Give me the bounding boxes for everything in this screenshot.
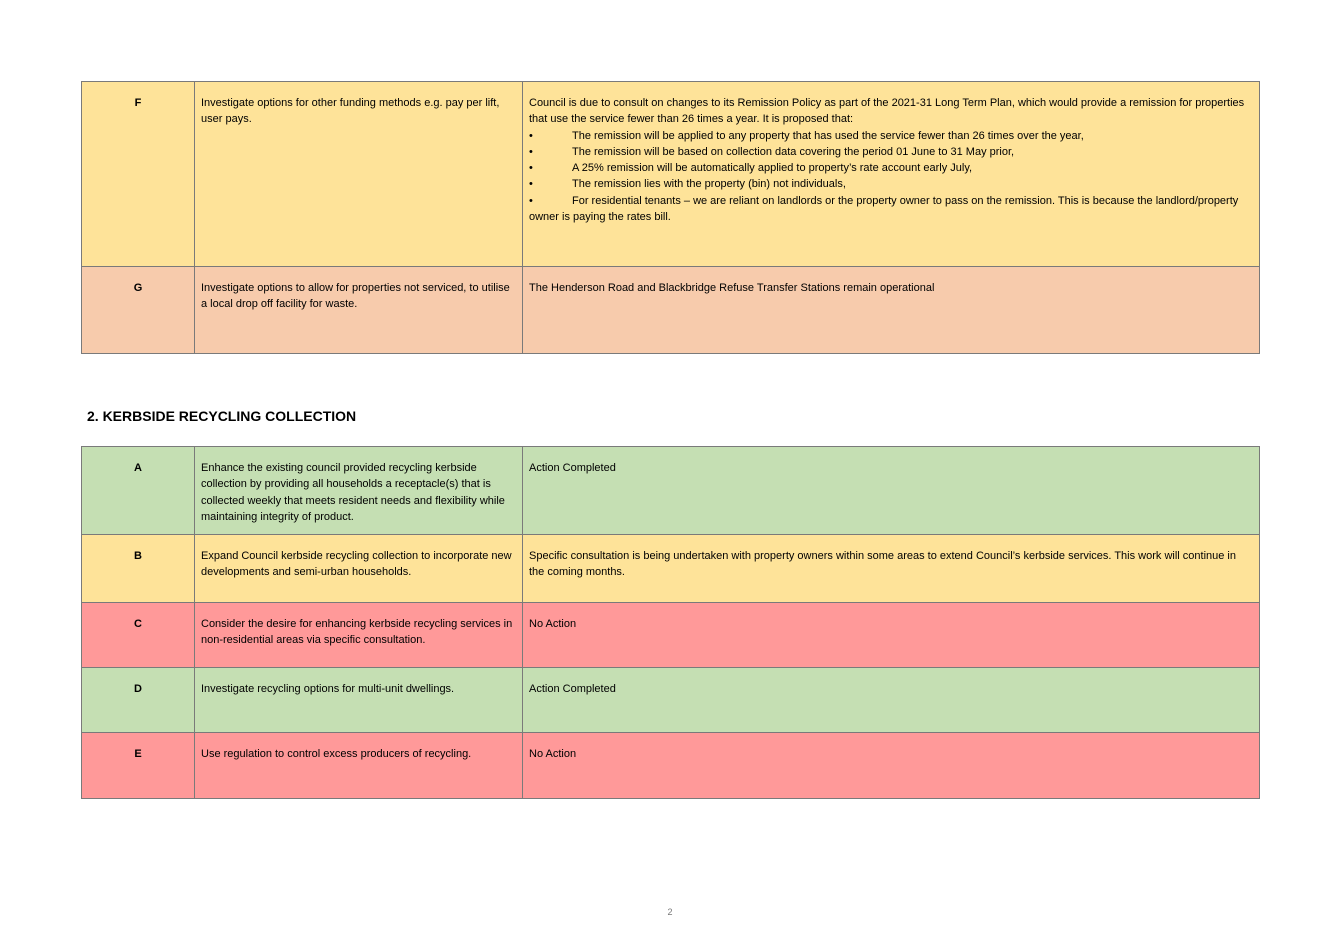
- row-goal: Expand Council kerbside recycling collection to incorporate new developments and semi-urban households.: [195, 535, 523, 603]
- status-bullet: [529, 128, 1253, 144]
- row-id: D: [82, 668, 195, 733]
- row-status: No Action: [523, 603, 1260, 668]
- row-id: E: [82, 733, 195, 799]
- status-bullet-wrapping: [529, 193, 1253, 226]
- bullet-text: The remission lies with the property (bin) not individuals,: [572, 178, 846, 191]
- bullet-icon: •: [529, 145, 533, 158]
- bullet-icon: •: [529, 162, 533, 175]
- section-heading: 2. KERBSIDE RECYCLING COLLECTION: [87, 408, 357, 424]
- bullet-text: A 25% remission will be automatically applied to property’s rate account early July,: [572, 162, 973, 175]
- table-row-f: [82, 82, 1260, 267]
- status-bullet: [529, 176, 1253, 192]
- row-goal: Consider the desire for enhancing kerbside recycling services in non-residential areas via specific consultation.: [195, 603, 523, 668]
- page-number: 2: [667, 907, 673, 917]
- row-status: The Henderson Road and Blackbridge Refuse Transfer Stations remain operational: [523, 267, 1260, 354]
- row-status: [523, 82, 1260, 267]
- row-goal: Investigate recycling options for multi-unit dwellings.: [195, 668, 523, 733]
- row-status: Action Completed: [523, 668, 1260, 733]
- bullet-icon: •: [529, 129, 533, 142]
- row-status: No Action: [523, 733, 1260, 799]
- table-row-a: [82, 447, 1260, 535]
- table-row-b: [82, 535, 1260, 603]
- status-intro: Council is due to consult on changes to its Remission Policy as part of the 2021-31 Long Term Plan, which would provide a remission for properties that use the service fewer than 26 times a year. It is proposed that:: [529, 97, 1245, 126]
- bullet-icon: •: [529, 194, 533, 207]
- bullet-icon: •: [529, 178, 533, 191]
- row-goal: Investigate options to allow for properties not serviced, to utilise a local drop off facility for waste.: [195, 267, 523, 354]
- row-id: F: [82, 82, 195, 267]
- row-goal: Enhance the existing council provided recycling kerbside collection by providing all households a receptacle(s) that is collected weekly that meets resident needs and flexibility while maintaining integrity of product.: [195, 447, 523, 535]
- row-goal: Use regulation to control excess producers of recycling.: [195, 733, 523, 799]
- row-goal: Investigate options for other funding methods e.g. pay per lift, user pays.: [195, 82, 523, 267]
- status-bullet: [529, 160, 1253, 176]
- bullet-text: The remission will be based on collection data covering the period 01 June to 31 May prior,: [572, 145, 1015, 158]
- row-status: Specific consultation is being undertaken with property owners within some areas to extend Council’s kerbside services. This work will continue in the coming months.: [523, 535, 1260, 603]
- table-section-1-continued: [81, 81, 1260, 354]
- table-row-e: [82, 733, 1260, 799]
- row-id: B: [82, 535, 195, 603]
- status-bullet: [529, 144, 1253, 160]
- bullet-text: The remission will be applied to any property that has used the service fewer than 26 times over the year,: [572, 129, 1084, 142]
- row-status: Action Completed: [523, 447, 1260, 535]
- bullet-text: For residential tenants – we are reliant on landlords or the property owner to pass on the remission. This is because the landlord/property owner is paying the rates bill.: [529, 194, 1239, 224]
- row-id: C: [82, 603, 195, 668]
- table-kerbside-recycling: [81, 446, 1260, 799]
- row-id: G: [82, 267, 195, 354]
- table-row-g: [82, 267, 1260, 354]
- table-row-d: [82, 668, 1260, 733]
- row-id: A: [82, 447, 195, 535]
- table-row-c: [82, 603, 1260, 668]
